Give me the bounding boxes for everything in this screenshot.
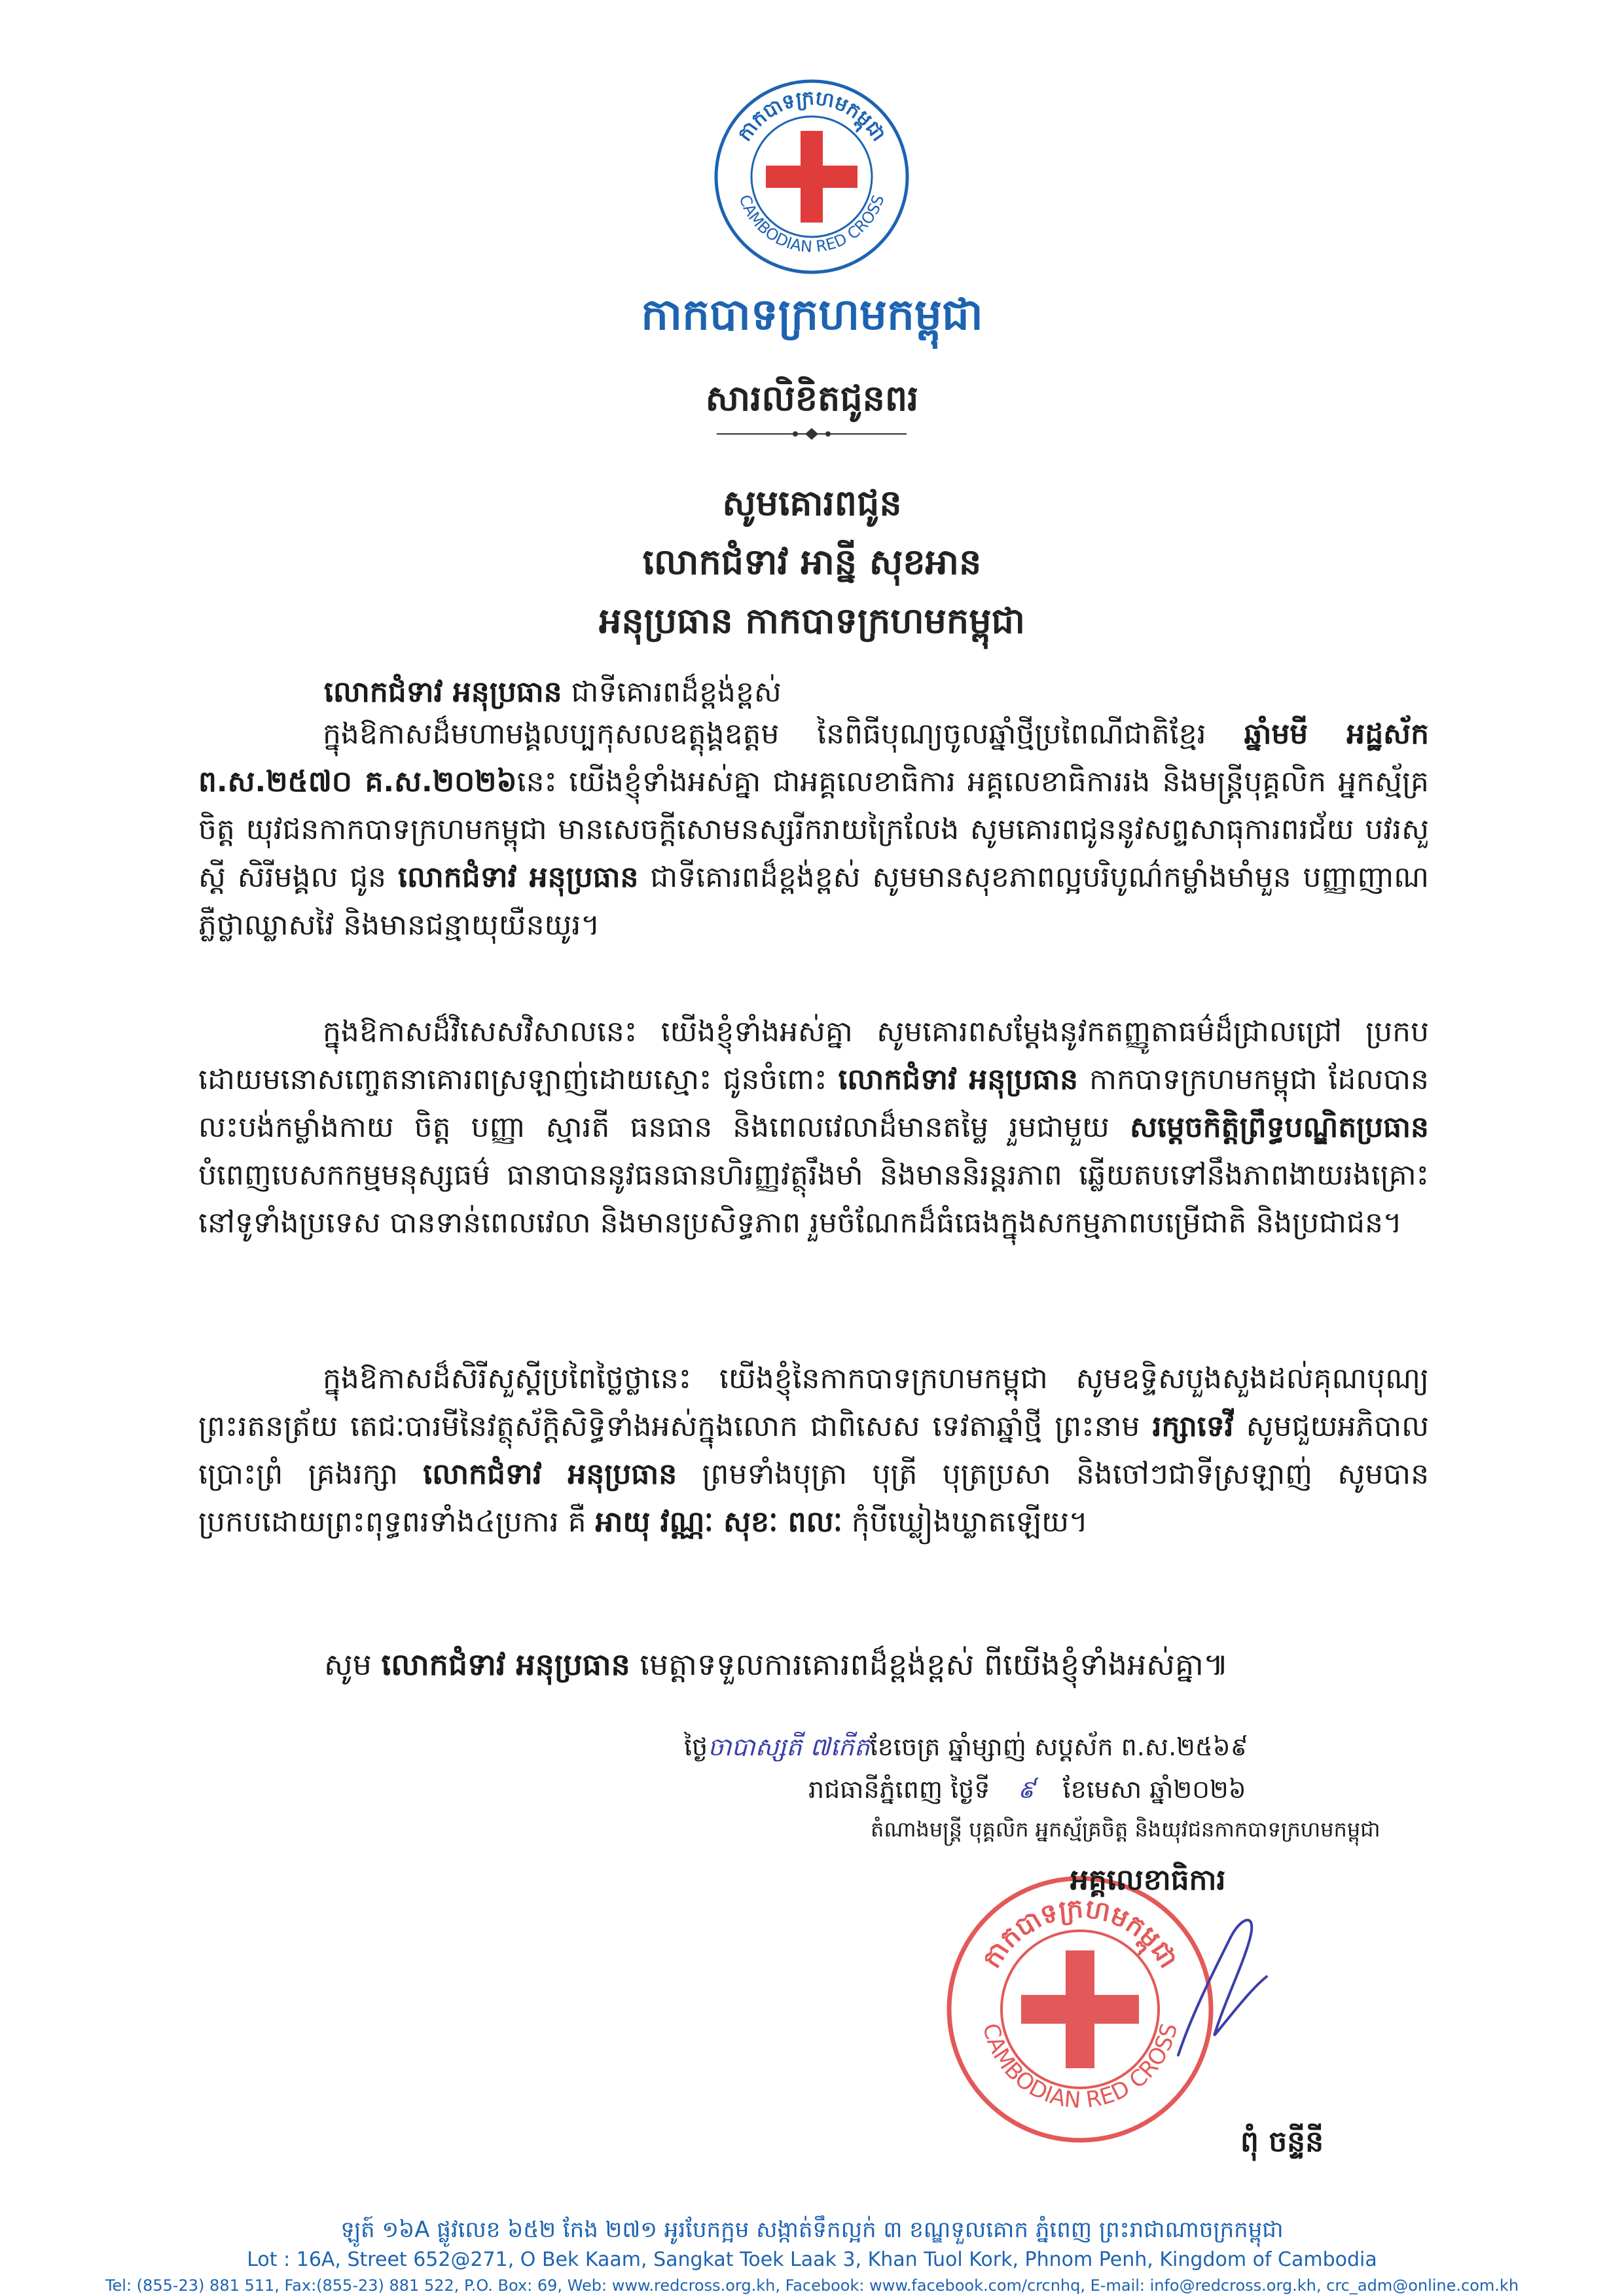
recipient-greeting: សូមគោរពជូន: [722, 482, 902, 524]
signatory-on-behalf: តំណាងមន្ត្រី បុគ្គលិក អ្នកស្ម័គ្រចិត្ត និងយុវជនកាកបាទក្រហមកម្ពុជា: [871, 1817, 1380, 1842]
logo-ring-english: CAMBODIAN RED CROSS: [735, 192, 888, 257]
recipient-position: អនុប្រធាន កាកបាទក្រហមកម្ពុជា: [599, 600, 1025, 641]
ornamental-divider: [713, 427, 910, 441]
p2-text-c: កាកបាទក្រហមកម្ពុជា ដែលបានលះបង់កម្លាំងកាយ ចិត្ត បញ្ញា ស្មារតី ធនធាន និងពេលវេលាដ៏មានតម្លៃ រួមជាមួយ: [198, 1063, 1429, 1144]
date-lunar: [684, 1731, 1248, 1768]
document-title: សារលិខិតជូនពរ: [705, 378, 919, 419]
date-lunar-handwritten: ចាបាស្សតី ៧កើត: [708, 1732, 870, 1761]
p3-deity-bold: រក្សាទេវី: [1152, 1410, 1234, 1443]
p3-text-a: ក្នុងឱកាសដ៏សិរីសួស្តីប្រពៃថ្លៃថ្លានេះ យើងខ្ញុំនៃកាកបាទក្រហមកម្ពុជា សូមឧទ្ទិសបួងសួងដល់គុណបុណ្យព្រះរតនត្រ័យ តេជៈបារមីនៃវត្ថុស័ក្តិសិទ្ធិទាំងអស់ក្នុងលោក ជាពិសេស ទេវតាឆ្នាំថ្មី ព្រះនាម: [198, 1362, 1429, 1443]
footer-contact-info: Tel: (855-23) 881 511, Fax:(855-23) 881 522, P.O. Box: 69, Web: www.redcross.org.kh, Facebook: www.facebook.com/crcnhq, E-mail: info@redcross.org.kh, crc_adm@online.com.kh: [105, 2276, 1519, 2295]
p1-year-bold: ឆ្នាំមមី អដ្ឋស័ក ព.ស.២៥៧០ គ.ស.២០២៦: [198, 717, 1429, 798]
recipient-name: លោកជំទាវ អាន្នី សុខអាន: [642, 541, 982, 583]
p1-text-e: ជាទីគោរពដ៏ខ្ពង់ខ្ពស់ សូមមានសុខភាពល្អបរិបូណ៌កម្លាំងមាំមួន បញ្ញាញាណភ្លឺថ្លាឈ្លាសវៃ និងមានជន្មាយុយឺនយូរ។: [198, 861, 1429, 942]
handwritten-signature: [1152, 1898, 1283, 2068]
p1-title-bold: លោកជំទាវ អនុប្រធាន: [397, 861, 639, 894]
logo-ring-khmer: កាកបាទក្រហមកម្ពុជា: [733, 86, 890, 146]
signatory-title: អគ្គលេខាធិការ: [1070, 1863, 1226, 1897]
p3-title-bold: លោកជំទាវ អនុប្រធាន: [423, 1458, 677, 1491]
closing-title-bold: លោកជំទាវ អនុប្រធាន: [381, 1647, 630, 1682]
p2-text-a: ក្នុងឱកាសដ៏វិសេសវិសាលនេះ យើងខ្ញុំទាំងអស់គ្នា សូមគោរពសម្តែងនូវកតញ្ញូតាធម៌ដ៏ជ្រាលជ្រៅ ប្រកបដោយមនោសញ្ចេតនាគោរពស្រឡាញ់ដោយស្មោះ ជូនចំពោះ: [198, 1015, 1429, 1096]
date-solar-suffix: ខែមេសា ឆ្នាំ២០២៦: [1062, 1775, 1246, 1804]
body-paragraph-3: [198, 1355, 1429, 1546]
salutation-rest: ជាទីគោរពដ៏ខ្ពង់ខ្ពស់: [562, 675, 782, 709]
p2-president-bold: សម្តេចកិត្តិព្រឹទ្ធបណ្ឌិតប្រធាន: [1130, 1111, 1429, 1144]
p3-blessings-bold: អាយុ វណ្ណៈ សុខៈ ពលៈ: [595, 1505, 842, 1539]
p3-text-c: សូមជួយអភិបាលប្រោះព្រំ គ្រងរក្សា: [198, 1410, 1429, 1491]
p3-text-e: ព្រមទាំងបុត្រា បុត្រី បុត្រប្រសា និងចៅៗជាទីស្រឡាញ់ សូមបានប្រកបដោយព្រះពុទ្ធពរទាំង៤ប្រការ គឺ: [198, 1458, 1429, 1539]
closing-text-a: សូម: [324, 1647, 382, 1682]
closing-text-c: មេត្តាទទួលការគោរពដ៏ខ្ពង់ខ្ពស់ ពីយើងខ្ញុំទាំងអស់គ្នា៕: [630, 1647, 1229, 1682]
footer-address-english: Lot : 16A, Street 652@271, O Bek Kaam, Sangkat Toek Laak 3, Khan Tuol Kork, Phnom Penh, Kingdom of Cambodia: [247, 2248, 1377, 2271]
signatory-name: ពុំ ចន្ទីនី: [1240, 2125, 1324, 2159]
p3-text-g: កុំបីឃ្លៀងឃ្លាតឡើយ។: [842, 1505, 1089, 1539]
p2-text-e: បំពេញបេសកកម្មមនុស្សធម៌ ធានាបាននូវធនធានហិរញ្ញវត្ថុរឹងមាំ និងមាននិរន្តរភាព ឆ្លើយតបទៅនឹងភាពងាយរងគ្រោះនៅទូទាំងប្រទេស បានទាន់ពេលវេលា និងមានប្រសិទ្ធភាព រួមចំណែកដ៏ធំធេងក្នុងសកម្មភាពបម្រើជាតិ និងប្រជាជន។: [198, 1158, 1429, 1240]
salutation-title: លោកជំទាវ អនុប្រធាន: [324, 675, 562, 709]
p1-text-a: ក្នុងឱកាសដ៏មហាមង្គលប្បកុសលឧត្តុង្គឧត្តម នៃពិធីបុណ្យចូលឆ្នាំថ្មីប្រពៃណីជាតិខ្មែរ: [323, 717, 1244, 751]
footer-address-khmer: ឡូត៍ ១៦A ផ្លូវលេខ ៦៥២ កែង ២៧១ អូរបែកក្អម សង្កាត់ទឹកល្អក់ ៣ ខណ្ឌទួលគោក ភ្នំពេញ ព្រះរាជាណាចក្រកម្ពុជា: [340, 2217, 1284, 2243]
date-solar-day: ៩: [1017, 1775, 1036, 1804]
body-paragraph-1: [198, 710, 1429, 949]
cambodian-red-cross-logo: [713, 79, 910, 275]
date-lunar-prefix: ថ្ងៃ: [684, 1732, 708, 1761]
organization-name: កាកបាទក្រហមកម្ពុជា: [641, 289, 983, 340]
p1-text-c: នេះ យើងខ្ញុំទាំងអស់គ្នា ជាអគ្គលេខាធិការ អគ្គលេខាធិការរង និងមន្ត្រីបុគ្គលិក អ្នកស្ម័គ្រចិត្ត យុវជនកាកបាទក្រហមកម្ពុជា មានសេចក្តីសោមនស្សរីករាយក្រៃលែង សូមគោរពជូននូវសព្ទសាធុការពរជ័យ បវរសួស្តី សិរីមង្គល ជូន: [198, 765, 1429, 894]
date-solar: [808, 1774, 1246, 1810]
stamp-ring-english: CAMBODIAN RED CROSS: [977, 2020, 1183, 2114]
p2-title-bold: លោកជំទាវ អនុប្រធាន: [838, 1063, 1079, 1096]
stamp-ring-khmer: កាកបាទក្រហមកម្ពុជា: [976, 1893, 1184, 1974]
date-lunar-suffix: ខែចេត្រ ឆ្នាំម្សាញ់ សប្តស័ក ព.ស.២៥៦៩: [869, 1732, 1248, 1761]
body-paragraph-2: [198, 1008, 1429, 1247]
date-solar-prefix: រាជធានីភ្នំពេញ ថ្ងៃទី: [808, 1775, 990, 1804]
closing-line: [324, 1646, 1229, 1690]
